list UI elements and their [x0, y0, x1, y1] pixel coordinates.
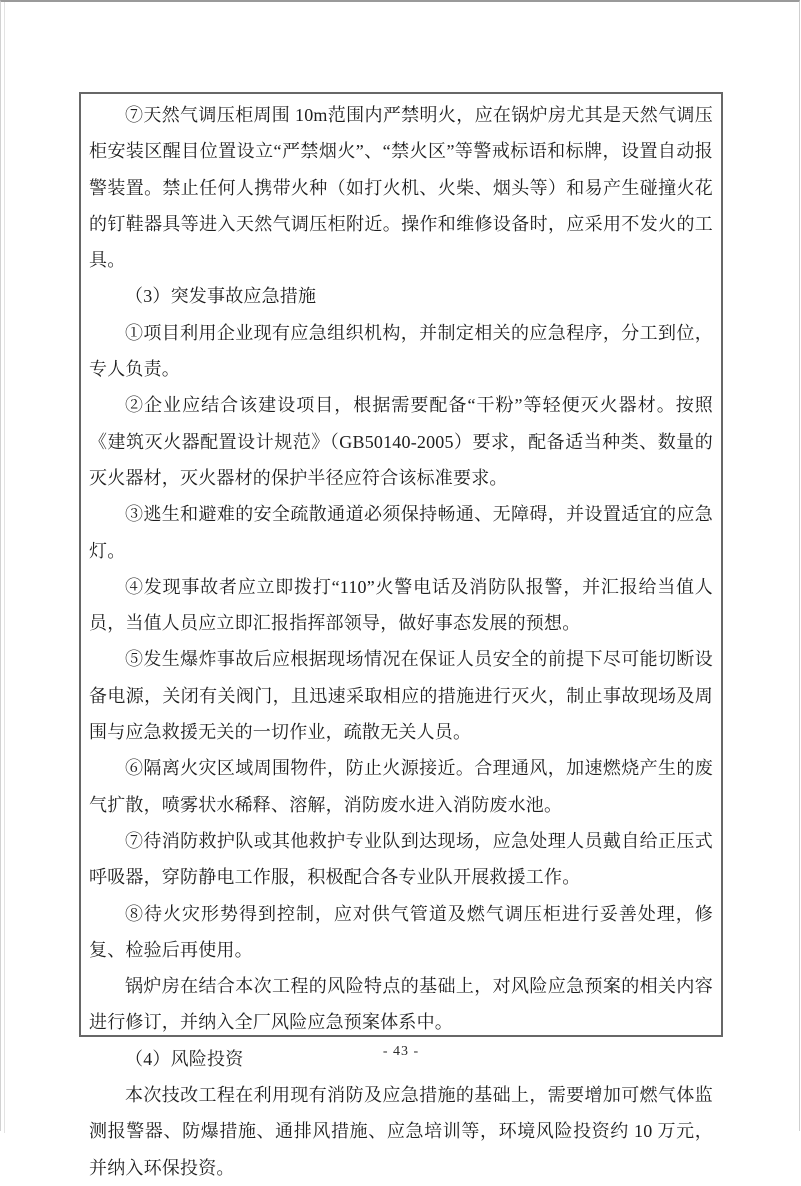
paragraph-fire-prohibition: ⑦天然气调压柜周围 10m范围内严禁明火，应在锅炉房尤其是天然气调压柜安装区醒目位置设立“严禁烟火”、“禁火区”等警戒标语和标牌，设置自动报警装置。禁止任何人携带火种（如打火机、火柴、烟头等）和易产生碰撞火花的钉鞋器具等进入天然气调压柜附近。操作和维修设备时，应采用不发火的工具。: [89, 105, 713, 271]
page-number: - 43 -: [382, 1044, 420, 1059]
section-heading-risk-investment: （4）风险投资: [125, 1048, 244, 1069]
paragraph-item-5: ⑤发生爆炸事故后应根据现场情况在保证人员安全的前提下尽可能切断设备电源，关闭有关阀门，且迅速采取相应的措施进行灭火，制止事故现场及周围与应急救援无关的一切作业，疏散无关人员。: [89, 649, 713, 743]
paragraph-item-3: ③逃生和避难的安全疏散通道必须保持畅通、无障碍，并设置适宜的应急灯。: [89, 504, 713, 561]
page-edge-line: [4, 2, 5, 1133]
paragraph-item-6: ⑥隔离火灾区域周围物件，防止火源接近。合理通风，加速燃烧产生的废气扩散，喷雾状水稀释、溶解，消防废水进入消防废水池。: [89, 758, 713, 815]
paragraph-boiler-room-plan: 锅炉房在结合本次工程的风险特点的基础上，对风险应急预案的相关内容进行修订，并纳入全厂风险应急预案体系中。: [89, 976, 713, 1033]
paragraph-item-7: ⑦待消防救护队或其他救护专业队到达现场，应急处理人员戴自给正压式呼吸器，穿防静电工作服，积极配合各专业队开展救援工作。: [89, 830, 713, 888]
paragraph-item-4: ④发现事故者应立即拨打“110”火警电话及消防队报警，并汇报给当值人员，当值人员应立即汇报指挥部领导，做好事态发展的预想。: [89, 576, 713, 634]
section-heading-emergency-measures: （3）突发事故应急措施: [125, 286, 317, 307]
paragraph-item-1: ①项目利用企业现有应急组织机构，并制定相关的应急程序，分工到位，专人负责。: [89, 322, 713, 380]
paragraph-item-8: ⑧待火灾形势得到控制，应对供气管道及燃气调压柜进行妥善处理，修复、检验后再使用。: [89, 903, 713, 960]
paragraph-risk-investment: 本次技改工程在利用现有消防及应急措施的基础上，需要增加可燃气体监测报警器、防爆措施、通排风措施、应急培训等，环境风险投资约 10 万元，并纳入环保投资。: [89, 1085, 713, 1178]
paragraph-item-2: ②企业应结合该建设项目，根据需要配备“干粉”等轻便灭火器材。按照《建筑灭火器配置设计规范》（GB50140-2005）要求，配备适当种类、数量的灭火器材，灭火器材的保护半径应符合该标准要求。: [89, 395, 713, 488]
